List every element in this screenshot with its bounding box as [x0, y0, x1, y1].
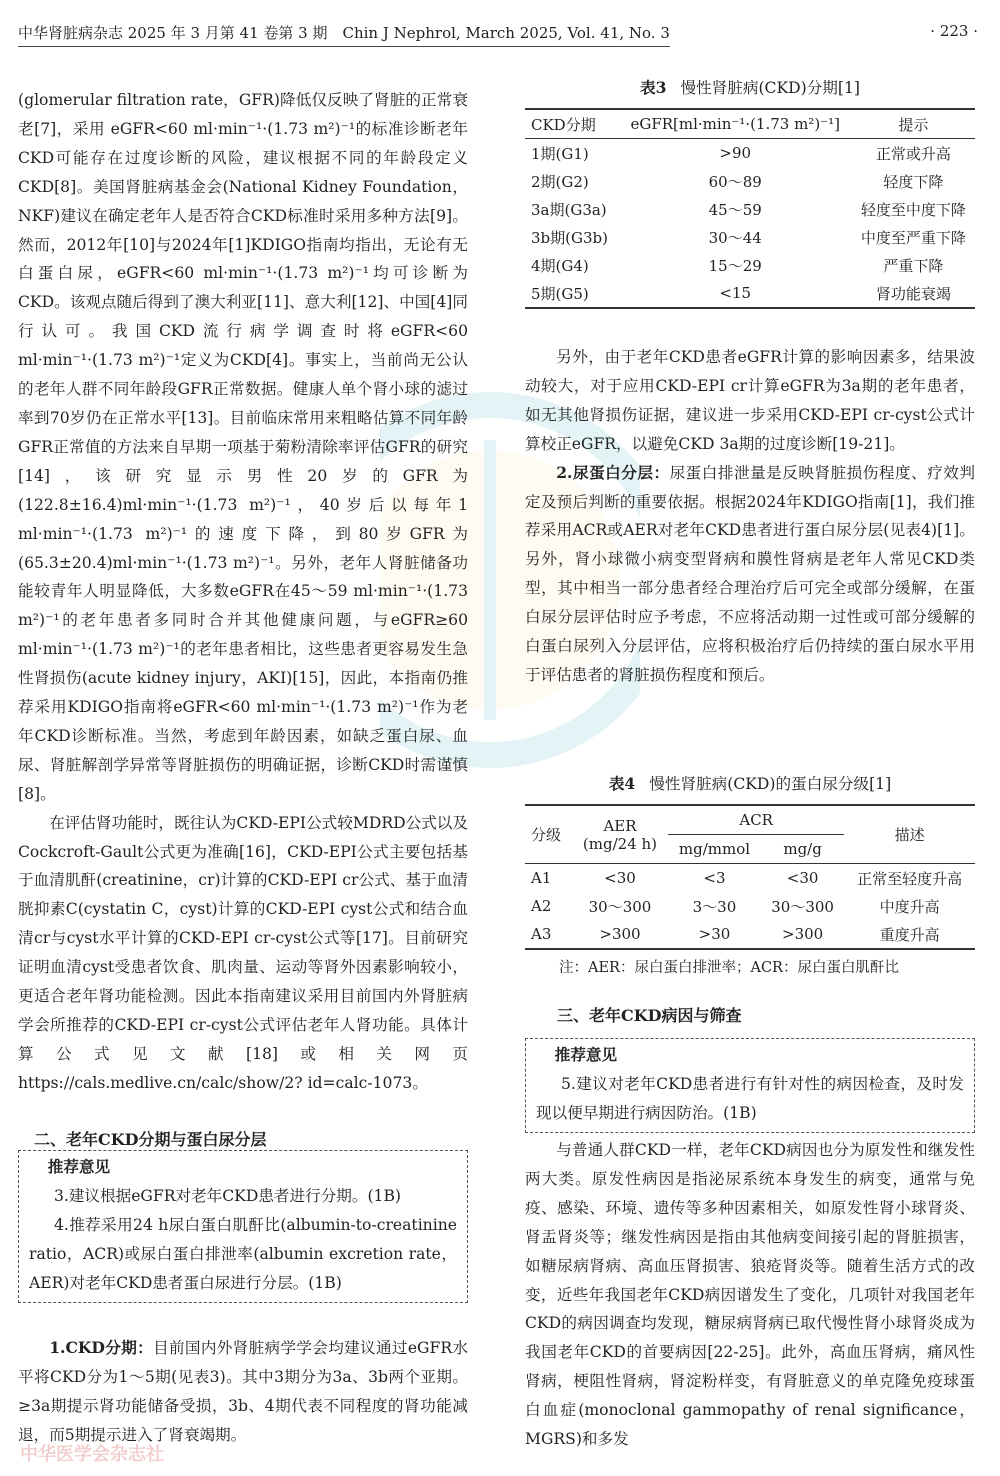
table-row [525, 167, 975, 195]
table-cell: 30～44 [708, 228, 762, 247]
table-cell: 严重下降 [883, 256, 944, 275]
table-row [525, 195, 975, 223]
paragraph: 尿蛋白排泄量是反映肾脏损伤程度、疗效判定及预后判断的重要依据。根据2024年KDIGO指南[1]，我们推荐采用ACR或AER对老年CKD患者进行蛋白尿分层(见表4)[1]。另外，肾小球微小病变型肾病和膜性肾病是老年人常见CKD类型，其中相当一部分患者经合理治疗后可完全或部分缓解，在蛋白尿分层评估时应予考虑，不应将活动期一过性或可部分缓解的白蛋白尿列入分层评估，应将积极治疗后仍持续的蛋白尿水平用于评估患者的肾脏损伤程度和预后。 [525, 463, 975, 684]
recommendation: 4.推荐采用24 h尿白蛋白肌酐比(albumin-to-creatinine ratio，ACR)或尿白蛋白排泄率(albumin excretion rate，AER)对老年CKD患者蛋白尿进行分层。(1B) [29, 1215, 457, 1292]
recommendation: 5.建议对老年CKD患者进行有针对性的病因检查，及时发现以便早期进行病因防治。(1B) [536, 1074, 964, 1122]
recommendation: 3.建议根据eGFR对老年CKD患者进行分期。(1B) [53, 1186, 402, 1205]
left-column [18, 86, 468, 1155]
header-unit: (mg/24 h) [582, 834, 658, 853]
table-cell: 中度至严重下降 [860, 228, 966, 247]
table-title: 慢性肾脏病(CKD)分期[1] [680, 79, 860, 97]
table-cell: <3 [703, 869, 726, 887]
table-cell: 肾功能衰竭 [875, 284, 951, 303]
page-number: · 223 · [930, 22, 978, 40]
right-column-bottom [525, 1136, 975, 1454]
left-column-bottom [18, 1334, 468, 1450]
table-cell: >90 [719, 144, 752, 162]
table-cell: <15 [719, 284, 752, 302]
recommendation-box [18, 1150, 468, 1303]
table-title: 慢性肾脏病(CKD)的蛋白尿分级[1] [649, 775, 892, 793]
paragraph: 目前国内外肾脏病学学会均建议通过eGFR水平将CKD分为1～5期(见表3)。其中3期分为3a、3b两个亚期。≥3a期提示肾功能储备受损，3b、4期代表不同程度的肾功能减退，而5期提示进入了肾衰竭期。 [18, 1339, 468, 1444]
header-cell: 提示 [852, 109, 975, 139]
table-cell: 3～30 [692, 897, 737, 916]
paragraph: 在评估肾功能时，既往认为CKD-EPI公式较MDRD公式以及Cockcroft-Gault公式更为准确[16]，CKD-EPI公式主要包括基于血清肌酐(creatinine，cr)计算的CKD-EPI cr公式、基于血清胱抑素C(cystatin C，cyst)计算的CKD-EPI cyst公式和结合血清cr与cyst水平计算的CKD-EPI cr-cyst公式等[17]。目前研究证明血清cyst受患者饮食、肌肉量、运动等肾外因素影响较小，更适合老年肾功能检测。因此本指南建议采用目前国内外肾脏病学会所推荐的CKD-EPI cr-cyst公式评估老年人肾功能。具体计算公式见文献[18]或相关网页https://cals.medlive.cn/calc/show/2? id=calc-1073。 [18, 813, 468, 1092]
subheading: 1.CKD分期： [49, 1338, 154, 1357]
header-cell: mg/g [761, 835, 844, 864]
table-row [525, 279, 975, 308]
section-heading: 二、老年CKD分期与蛋白尿分层 [34, 1129, 267, 1149]
box-title: 推荐意见 [554, 1045, 618, 1064]
table-cell: 中度升高 [879, 897, 940, 916]
table-cell: 3a期(G3a) [531, 200, 607, 219]
box-title: 推荐意见 [47, 1157, 111, 1176]
table-cell: >300 [599, 925, 641, 943]
table-cell: 3b期(G3b) [531, 228, 608, 247]
table-cell: A1 [531, 869, 552, 887]
table-cell: 2期(G2) [531, 172, 589, 191]
table-note: 注：AER：尿白蛋白排泄率；ACR：尿白蛋白肌酐比 [559, 960, 899, 976]
table-cell: >300 [782, 925, 824, 943]
table-cell: 重度升高 [879, 925, 940, 944]
table-cell: 轻度下降 [883, 172, 944, 191]
table-cell: <30 [604, 869, 636, 887]
table-cell: A2 [531, 897, 552, 915]
paragraph: (glomerular filtration rate，GFR)降低仅反映了肾脏的正常衰老[7]，采用 eGFR<60 ml·min⁻¹·(1.73 m²)⁻¹的标准诊断老年CKD可能存在过度诊断的风险，建议根据不同的年龄段定义CKD[8]。美国肾脏病基金会(National Kidney Foundation，NKF)建议在确定老年人是否符合CKD标准时采用多种方法[9]。然而，2012年[10]与2024年[1]KDIGO指南均指出，无论有无白蛋白尿，eGFR<60 ml·min⁻¹·(1.73 m²)⁻¹均可诊断为CKD。该观点随后得到了澳大利亚[11]、意大利[12]、中国[4]同行认可。我国CKD流行病学调查时将eGFR<60 ml·min⁻¹·(1.73 m²)⁻¹定义为CKD[4]。事实上，当前尚无公认的老年人群不同年龄段GFR正常数据。健康人单个肾小球的滤过率到70岁仍在正常水平[13]。目前临床常用来粗略估算不同年龄GFR正常值的方法来自早期一项基于菊粉清除率评估GFR的研究[14]，该研究显示男性20岁的GFR为(122.8±16.4)ml·min⁻¹·(1.73 m²)⁻¹，40岁后以每年1 ml·min⁻¹·(1.73 m²)⁻¹的速度下降，到80岁GFR为(65.3±20.4)ml·min⁻¹·(1.73 m²)⁻¹。另外，老年人肾脏储备功能较青年人明显降低，大多数eGFR在45～59 ml·min⁻¹·(1.73 m²)⁻¹的老年患者多同时合并其他健康问题，与eGFR≥60 ml·min⁻¹·(1.73 m²)⁻¹的老年患者相比，这些患者更容易发生急性肾损伤(acute kidney injury，AKI)[15]，因此，本指南仍推荐采用KDIGO指南将eGFR<60 ml·min⁻¹·(1.73 m²)⁻¹作为老年CKD诊断标准。当然，考虑到年龄因素，如缺乏蛋白尿、血尿、肾脏解剖学异常等肾脏损伤的明确证据，诊断CKD时需谨慎[8]。 [18, 91, 468, 803]
header-cell: 分级 [525, 805, 572, 864]
table-row [525, 251, 975, 279]
header-cell: 描述 [844, 805, 975, 864]
running-header: 中华肾脏病杂志 2025 年 3 月第 41 卷第 3 期 Chin J Nephrol, March 2025, Vol. 41, No. 3 [18, 22, 670, 47]
subheading: 2.尿蛋白分层： [556, 462, 670, 482]
header-cell: CKD分期 [525, 109, 619, 139]
header-cell: eGFR[ml·min⁻¹·(1.73 m²)⁻¹] [619, 109, 852, 139]
recommendation-box [525, 1038, 975, 1133]
table-row [525, 892, 975, 920]
table-cell: 1期(G1) [531, 144, 589, 163]
table-row [525, 920, 975, 949]
table-cell: A3 [531, 925, 552, 943]
header-cell: mg/mmol [668, 835, 761, 864]
header-cell: ACR [668, 805, 844, 835]
table-3 [525, 76, 975, 309]
table-cell: 正常至轻度升高 [857, 869, 963, 888]
table-row [525, 223, 975, 251]
paragraph: 与普通人群CKD一样，老年CKD病因也分为原发性和继发性两大类。原发性病因是指泌尿系统本身发生的病变，通常与免疫、感染、环境、遗传等多种因素相关，如原发性肾小球肾炎、肾盂肾炎等；继发性病因是指由其他病变间接引起的肾脏损害，如糖尿病肾病、高血压肾损害、狼疮肾炎等。随着生活方式的改变，近些年我国老年CKD病因谱发生了变化，几项针对我国老年CKD的病因调查均发现，糖尿病肾病已取代慢性肾小球肾炎成为我国老年CKD的首要病因[22-25]。此外，高血压肾病，痛风性肾病，梗阻性肾病，肾淀粉样变，有肾脏意义的单克隆免疫球蛋白血症(monoclonal gammopathy of renal significance，MGRS)和多发 [525, 1141, 975, 1449]
table-label: 表4 [608, 774, 636, 793]
table-cell: 30～300 [588, 897, 652, 916]
header-cell: AER [603, 816, 637, 835]
table-cell: 45～59 [708, 200, 762, 219]
table-cell: 5期(G5) [531, 284, 589, 303]
table-label: 表3 [640, 78, 667, 97]
table-cell: >30 [698, 925, 731, 943]
table-cell: 15～29 [708, 256, 762, 275]
table-cell: 30～300 [771, 897, 834, 916]
right-heading [525, 1002, 975, 1031]
section-heading: 三、老年CKD病因与筛查 [557, 1006, 742, 1025]
paragraph: 另外，由于老年CKD患者eGFR计算的影响因素多，结果波动较大，对于应用CKD-EPI cr计算eGFR为3a期的老年患者，如无其他肾损伤证据，建议进一步采用CKD-EPI cr-cyst公式计算校正eGFR，以避免CKD 3a期的过度诊断[19-21]。 [525, 348, 975, 453]
table-row [525, 864, 975, 893]
table-cell: 轻度至中度下降 [860, 200, 966, 219]
publisher-logo: 中华医学会杂志社 [20, 1444, 164, 1465]
table-cell: <30 [786, 869, 819, 887]
table-row [525, 139, 975, 168]
table-cell: 60～89 [708, 172, 762, 191]
right-column [525, 343, 975, 690]
table-4 [525, 772, 975, 977]
table-cell: 4期(G4) [531, 256, 589, 275]
table-cell: 正常或升高 [875, 144, 951, 163]
